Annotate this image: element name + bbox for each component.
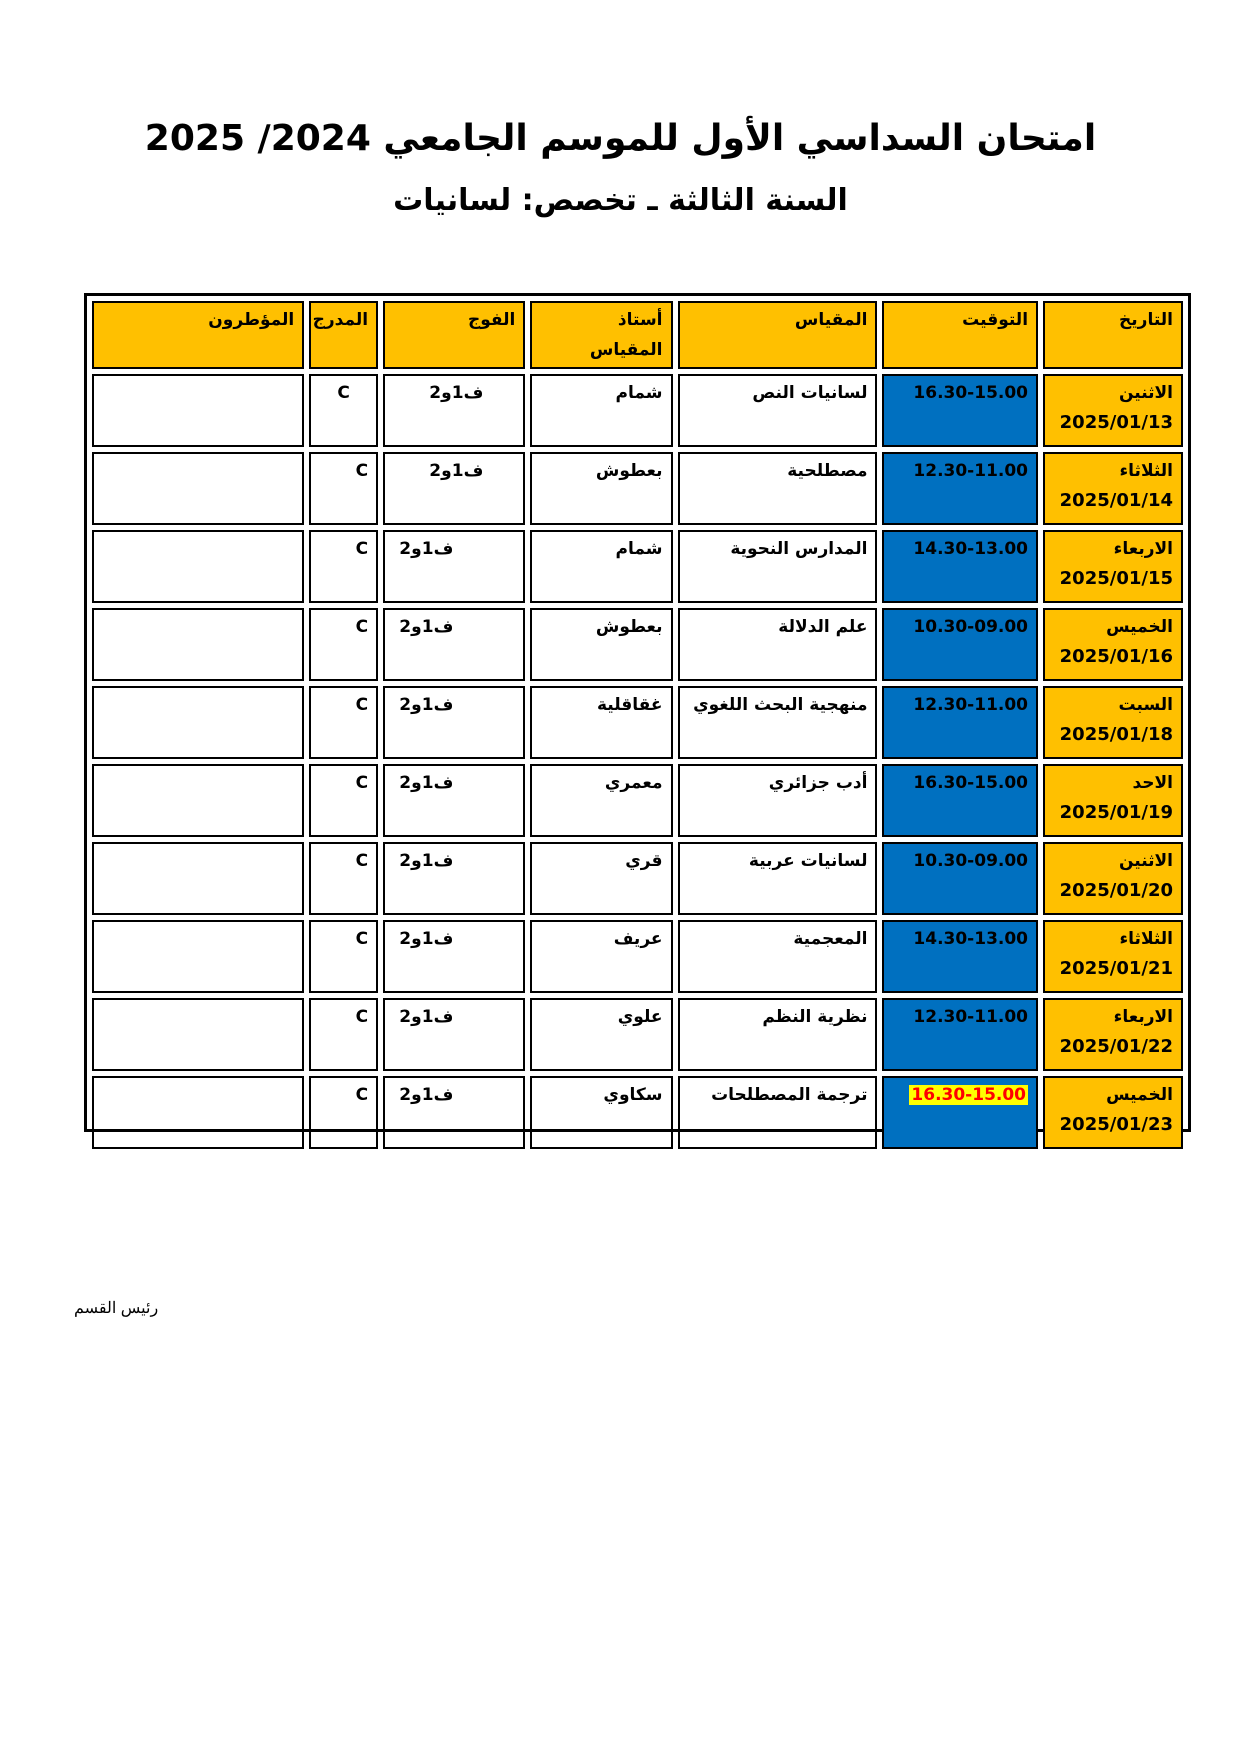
column-header-hall: المدرج: [309, 301, 378, 369]
time-label: 14.30-13.00: [913, 929, 1029, 949]
date-cell: [1043, 764, 1183, 837]
group-label: ف1و2: [399, 539, 454, 559]
supervisors-cell: [92, 530, 304, 603]
teacher-cell: [530, 686, 672, 759]
date-label: 2025/01/15: [1059, 568, 1173, 589]
hall-cell: [309, 530, 378, 603]
teacher-label: علوي: [617, 1007, 663, 1027]
teacher-label: قري: [625, 851, 663, 871]
date-cell: [1043, 998, 1183, 1071]
date-label: 2025/01/20: [1059, 880, 1173, 901]
time-label: 16.30-15.00: [913, 773, 1029, 793]
teacher-label: بعطوش: [595, 617, 663, 637]
subject-cell: [678, 842, 878, 915]
time-cell: [882, 608, 1038, 681]
teacher-label: سكاوي: [603, 1085, 663, 1105]
group-label: ف1و2: [399, 773, 454, 793]
hall-label: C: [355, 539, 369, 559]
day-label: الاربعاء: [1113, 1007, 1173, 1027]
subject-label: المعجمية: [793, 929, 868, 949]
teacher-label: شمام: [615, 383, 663, 403]
group-label: ف1و2: [429, 461, 484, 481]
table-header-row: [92, 301, 1183, 369]
hall-cell: [309, 920, 378, 993]
subject-label: المدارس النحوية: [730, 539, 868, 559]
day-label: الثلاثاء: [1119, 461, 1173, 481]
page-title: امتحان السداسي الأول للموسم الجامعي 2024/ 2025: [144, 118, 1097, 159]
subject-label: نظرية النظم: [762, 1007, 868, 1027]
subject-label: مصطلحية: [787, 461, 868, 481]
date-label: 2025/01/13: [1059, 412, 1173, 433]
teacher-label: غقاقلية: [596, 695, 663, 715]
subject-cell: [678, 764, 878, 837]
time-cell: [882, 764, 1038, 837]
table-row: [92, 842, 1183, 915]
column-header-time: التوقيت: [882, 301, 1038, 369]
group-cell: [383, 530, 525, 603]
hall-cell: [309, 1076, 378, 1149]
day-label: الاربعاء: [1113, 539, 1173, 559]
hall-cell: [309, 764, 378, 837]
hall-label: C: [355, 851, 369, 871]
group-cell: [383, 764, 525, 837]
subject-cell: [678, 998, 878, 1071]
date-cell: [1043, 842, 1183, 915]
time-cell: [882, 1076, 1038, 1149]
table-row: [92, 1076, 1183, 1149]
supervisors-cell: [92, 374, 304, 447]
date-cell: [1043, 686, 1183, 759]
group-cell: [383, 686, 525, 759]
day-label: الاحد: [1132, 773, 1173, 793]
teacher-cell: [530, 374, 672, 447]
hall-label: C: [355, 617, 369, 637]
group-cell: [383, 842, 525, 915]
table-row: [92, 920, 1183, 993]
date-label: 2025/01/19: [1059, 802, 1173, 823]
group-label: ف1و2: [399, 1085, 454, 1105]
teacher-cell: [530, 452, 672, 525]
day-label: الثلاثاء: [1119, 929, 1173, 949]
supervisors-cell: [92, 452, 304, 525]
hall-label: C: [355, 695, 369, 715]
hall-cell: [309, 608, 378, 681]
hall-label: C: [355, 929, 369, 949]
time-cell: [882, 998, 1038, 1071]
date-cell: [1043, 920, 1183, 993]
hall-cell: [309, 998, 378, 1071]
hall-cell: [309, 686, 378, 759]
teacher-label: معمري: [604, 773, 663, 793]
subject-label: منهجية البحث اللغوي: [693, 695, 868, 715]
teacher-cell: [530, 608, 672, 681]
time-label: 10.30-09.00: [913, 851, 1029, 871]
time-cell: [882, 530, 1038, 603]
group-label: ف1و2: [399, 1007, 454, 1027]
subject-cell: [678, 374, 878, 447]
date-cell: [1043, 608, 1183, 681]
teacher-label: بعطوش: [595, 461, 663, 481]
table-row: [92, 530, 1183, 603]
subject-label: أدب جزائري: [768, 773, 868, 793]
date-cell: [1043, 1076, 1183, 1149]
day-label: الاثنين: [1118, 851, 1173, 871]
teacher-cell: [530, 842, 672, 915]
supervisors-cell: [92, 1076, 304, 1149]
time-label: 16.30-15.00: [911, 1085, 1027, 1105]
subject-cell: [678, 920, 878, 993]
date-cell: [1043, 530, 1183, 603]
group-label: ف1و2: [399, 695, 454, 715]
subject-cell: [678, 686, 878, 759]
hall-label: C: [355, 773, 369, 793]
page-subtitle: السنة الثالثة ـ تخصص: لسانيات: [393, 183, 848, 218]
hall-label: C: [337, 383, 350, 403]
date-label: 2025/01/18: [1059, 724, 1173, 745]
table-row: [92, 374, 1183, 447]
column-header-subject: المقياس: [678, 301, 878, 369]
date-label: 2025/01/22: [1059, 1036, 1173, 1057]
group-cell: [383, 452, 525, 525]
date-label: 2025/01/21: [1059, 958, 1173, 979]
time-label: 12.30-11.00: [913, 695, 1029, 715]
subject-cell: [678, 452, 878, 525]
subject-label: علم الدلالة: [778, 617, 868, 637]
supervisors-cell: [92, 686, 304, 759]
table-row: [92, 764, 1183, 837]
teacher-label: شمام: [615, 539, 663, 559]
supervisors-cell: [92, 842, 304, 915]
table-row: [92, 998, 1183, 1071]
column-header-teacher: أستاذ المقياس: [530, 301, 672, 369]
subject-label: ترجمة المصطلحات: [711, 1085, 868, 1105]
teacher-cell: [530, 530, 672, 603]
subject-cell: [678, 1076, 878, 1149]
table-row: [92, 686, 1183, 759]
time-label: 12.30-11.00: [913, 1007, 1029, 1027]
subject-label: لسانيات عربية: [748, 851, 868, 871]
teacher-cell: [530, 764, 672, 837]
supervisors-cell: [92, 920, 304, 993]
department-head-signature: رئيس القسم: [74, 1300, 159, 1317]
time-label: 10.30-09.00: [913, 617, 1029, 637]
group-cell: [383, 1076, 525, 1149]
teacher-label: عريف: [613, 929, 663, 949]
group-label: ف1و2: [399, 929, 454, 949]
hall-cell: [309, 842, 378, 915]
teacher-cell: [530, 998, 672, 1071]
hall-cell: [309, 374, 378, 447]
date-label: 2025/01/16: [1059, 646, 1173, 667]
time-label: 12.30-11.00: [913, 461, 1029, 481]
time-label: 14.30-13.00: [913, 539, 1029, 559]
column-header-supervisors: المؤطرون: [92, 301, 304, 369]
table-row: [92, 452, 1183, 525]
date-cell: [1043, 452, 1183, 525]
group-label: ف1و2: [429, 383, 484, 403]
hall-cell: [309, 452, 378, 525]
teacher-cell: [530, 1076, 672, 1149]
time-cell: [882, 842, 1038, 915]
hall-label: C: [355, 1085, 369, 1105]
time-cell: [882, 374, 1038, 447]
date-label: 2025/01/14: [1059, 490, 1173, 511]
table-body: [92, 374, 1183, 1149]
subject-cell: [678, 530, 878, 603]
group-label: ف1و2: [399, 851, 454, 871]
group-cell: [383, 998, 525, 1071]
supervisors-cell: [92, 608, 304, 681]
subject-cell: [678, 608, 878, 681]
time-cell: [882, 686, 1038, 759]
group-cell: [383, 920, 525, 993]
time-cell: [882, 452, 1038, 525]
group-cell: [383, 374, 525, 447]
day-label: الاثنين: [1118, 383, 1173, 403]
time-label: 16.30-15.00: [913, 383, 1029, 403]
table-row: [92, 608, 1183, 681]
exam-schedule-table: [87, 296, 1188, 1154]
day-label: الخميس: [1106, 1085, 1173, 1105]
hall-label: C: [355, 461, 369, 481]
day-label: السبت: [1118, 695, 1173, 715]
hall-label: C: [355, 1007, 369, 1027]
subject-label: لسانيات النص: [752, 383, 868, 403]
date-label: 2025/01/23: [1059, 1114, 1173, 1135]
teacher-cell: [530, 920, 672, 993]
group-cell: [383, 608, 525, 681]
supervisors-cell: [92, 998, 304, 1071]
group-label: ف1و2: [399, 617, 454, 637]
column-header-group: الفوج: [383, 301, 525, 369]
day-label: الخميس: [1106, 617, 1173, 637]
exam-schedule-table-frame: [84, 293, 1191, 1135]
supervisors-cell: [92, 764, 304, 837]
time-cell: [882, 920, 1038, 993]
column-header-date: التاريخ: [1043, 301, 1183, 369]
date-cell: [1043, 374, 1183, 447]
